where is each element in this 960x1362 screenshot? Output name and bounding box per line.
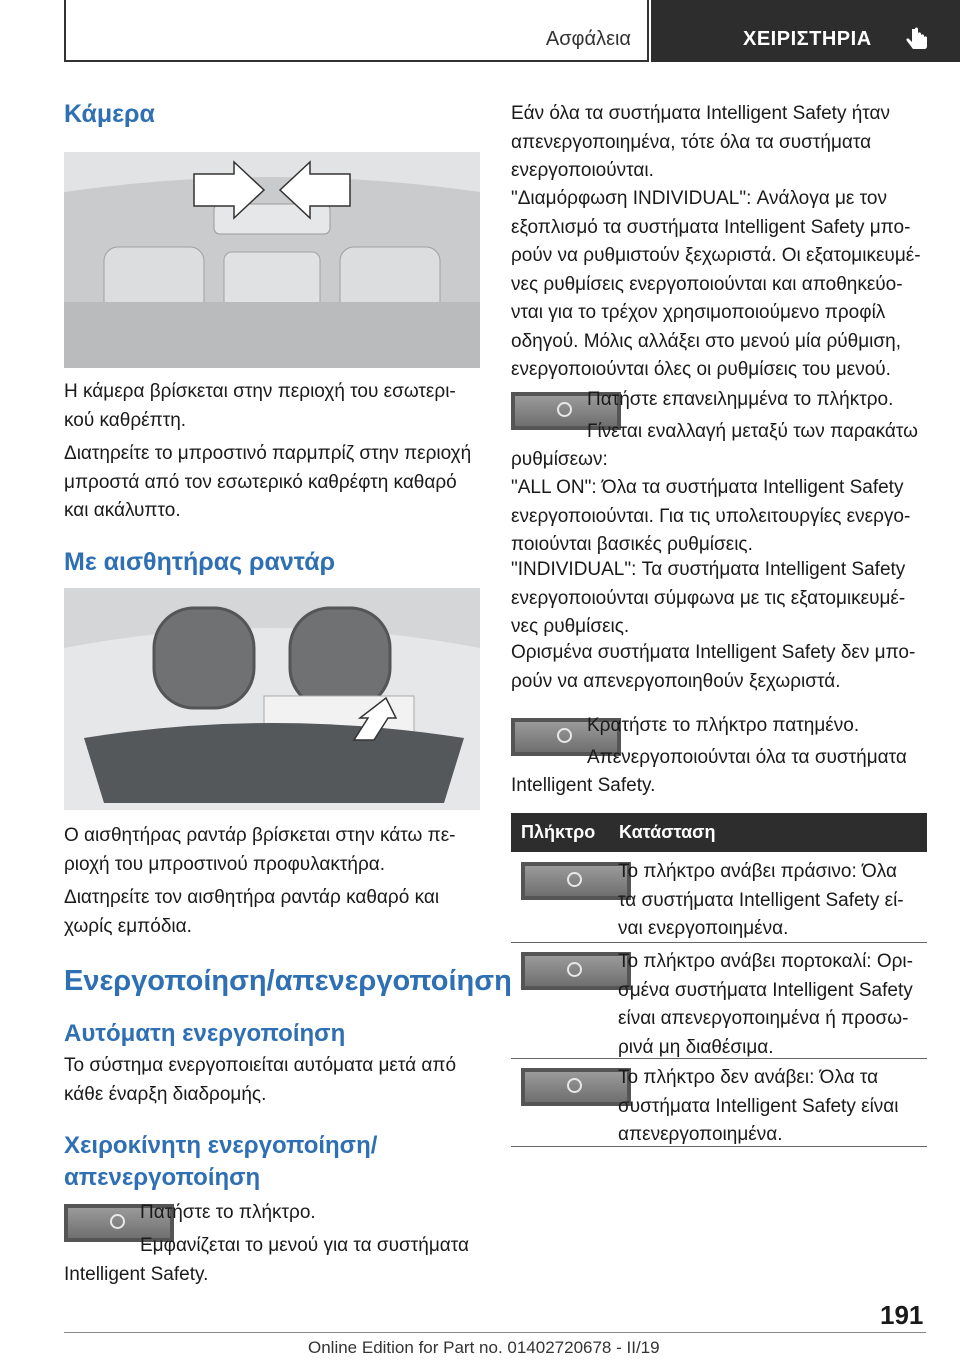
safety-button-icon xyxy=(567,872,582,887)
camera-heading: Κάμερα xyxy=(64,100,155,128)
deactivate-line2: Intelligent Safety. xyxy=(511,775,656,796)
interior-mirror-illustration xyxy=(64,152,480,368)
individual-paragraph xyxy=(511,556,905,642)
text-line: "ALL ON": Όλα τα συστήματα Intelligent Safety xyxy=(511,477,904,498)
column-header-state: Κατάσταση xyxy=(619,822,716,842)
toggle-line1: Γίνεται εναλλαγή μεταξύ των παρακάτω xyxy=(587,421,918,442)
heading-line: απενεργοποίηση xyxy=(64,1164,261,1191)
text-line: Το σύστημα ενεργοποιείται αυτόματα μετά από xyxy=(64,1055,457,1076)
text-line: Ο αισθητήρας ραντάρ βρίσκεται στην κάτω πε- xyxy=(64,825,456,846)
manual-press-text: Πατήστε το πλήκτρο. xyxy=(140,1202,316,1223)
text-line: χωρίς εμπόδια. xyxy=(64,915,192,937)
text-line: τα συστήματα Intelligent Safety εί- xyxy=(618,889,904,911)
text-line: Το πλήκτρο ανάβει πορτοκαλί: Ορι- xyxy=(618,951,913,972)
text-line: ενεργοποιούνται. xyxy=(511,160,654,181)
heading-line: Χειροκίνητη ενεργοποίηση/ xyxy=(64,1132,378,1159)
text-line: ρούν να απενεργοποιηθούν ξεχωριστά. xyxy=(511,670,841,692)
text-line: ρινά μη διαθέσιμα. xyxy=(618,1036,774,1058)
text-line: νες ρυθμίσεις ενεργοποιούνται και αποθηκεύο- xyxy=(511,273,903,295)
table-row xyxy=(618,1064,899,1150)
text-line: ρούν να ρυθμιστούν ξεχωριστά. Οι εξατομικευμέ- xyxy=(511,245,921,266)
all-on-paragraph xyxy=(511,474,910,560)
camera-paragraph-2 xyxy=(64,440,471,526)
text-line: Η κάμερα βρίσκεται στην περιοχή του εσωτερι- xyxy=(64,381,456,402)
text-line: μπροστά από τον εσωτερικό καθρέφτη καθαρό xyxy=(64,471,457,493)
hand-pointer-icon xyxy=(903,26,931,54)
text-line: ενεργοποιούνται σύμφωνα με τις εξατομικευμέ- xyxy=(511,587,906,609)
text-line: Διατηρείτε τον αισθητήρα ραντάρ καθαρό και xyxy=(64,887,440,908)
header-section-title: Ασφάλεια xyxy=(545,28,631,50)
header-manual-title: ΧΕΙΡΙΣΤΗΡΙΑ xyxy=(743,28,872,50)
text-line: "INDIVIDUAL": Τα συστήματα Intelligent Safety xyxy=(511,559,906,580)
safety-button-icon xyxy=(110,1214,125,1229)
table-row xyxy=(618,948,913,1062)
text-line: εξοπλισμό τα συστήματα Intelligent Safety μπο- xyxy=(511,216,911,238)
header-section-tab xyxy=(64,0,649,62)
button-status-table-header xyxy=(511,813,927,852)
text-line: Εάν όλα τα συστήματα Intelligent Safety ήταν xyxy=(511,103,891,124)
footer-divider xyxy=(64,1332,926,1333)
manual-menu-line1: Εμφανίζεται το μενού για τα συστήματα xyxy=(140,1235,470,1256)
text-line: απενεργοποιημένα, τότε όλα τα συστήματα xyxy=(511,131,872,153)
text-line: συστήματα Intelligent Safety είναι xyxy=(618,1095,899,1117)
camera-paragraph-1 xyxy=(64,378,456,435)
text-line: ενεργοποιούνται όλες οι ρυθμίσεις του μενού. xyxy=(511,359,891,380)
manual-activation-heading xyxy=(64,1130,377,1194)
text-line: Το πλήκτρο δεν ανάβει: Όλα τα xyxy=(618,1067,879,1088)
table-divider xyxy=(511,1058,927,1059)
safety-button-off-image xyxy=(521,1068,631,1106)
footer-edition: Online Edition for Part no. 01402720678 - II/19 xyxy=(308,1338,660,1357)
auto-activation-heading: Αυτόματη ενεργοποίηση xyxy=(64,1020,346,1047)
radar-paragraph-2 xyxy=(64,884,439,941)
repeat-press-text: Πατήστε επανειλημμένα το πλήκτρο. xyxy=(587,389,894,410)
some-systems-paragraph xyxy=(511,639,915,696)
text-line: "Διαμόρφωση INDIVIDUAL": Ανάλογα με τον xyxy=(511,188,887,209)
front-bumper-illustration xyxy=(64,588,480,810)
text-line: Το πλήκτρο ανάβει πράσινο: Όλα xyxy=(618,861,897,882)
text-line: ενεργοποιούνται. Για τις υπολειτουργίες ενεργο- xyxy=(511,505,911,527)
header-manual-tab xyxy=(651,0,960,62)
text-line: Διατηρείτε το μπροστινό παρμπρίζ στην περιοχή xyxy=(64,443,472,464)
text-line: ποιούνται βασικές ρυθμίσεις. xyxy=(511,534,753,555)
text-line: σμένα συστήματα Intelligent Safety xyxy=(618,979,913,1001)
safety-button-icon xyxy=(567,1078,582,1093)
hold-text: Κρατήστε το πλήκτρο πατημένο. xyxy=(587,715,860,736)
radar-heading: Με αισθητήρας ραντάρ xyxy=(64,548,336,576)
safety-button-orange-image xyxy=(521,952,631,990)
camera-location-image xyxy=(64,152,480,368)
text-line: ναι ενεργοποιημένα. xyxy=(618,918,789,939)
text-line: νται για το τρέχον χρησιμοποιούμενο προφίλ xyxy=(511,302,886,323)
safety-button-icon xyxy=(557,728,572,743)
text-line: και ακάλυπτο. xyxy=(64,500,181,521)
table-row xyxy=(618,858,904,944)
text-line: ριοχή του μπροστινού προφυλακτήρα. xyxy=(64,853,386,875)
table-divider xyxy=(511,1146,927,1147)
page-number: 191 xyxy=(880,1300,924,1330)
text-line: Ορισμένα συστήματα Intelligent Safety δεν μπο- xyxy=(511,642,916,663)
safety-button-green-image xyxy=(521,862,631,900)
right-paragraph-1 xyxy=(511,100,890,186)
text-line: κάθε έναρξη διαδρομής. xyxy=(64,1083,267,1105)
radar-paragraph-1 xyxy=(64,822,456,879)
safety-button-icon xyxy=(557,402,572,417)
safety-button-icon xyxy=(567,962,582,977)
manual-menu-line2: Intelligent Safety. xyxy=(64,1264,209,1285)
text-line: κού καθρέπτη. xyxy=(64,409,187,431)
column-header-key: Πλήκτρο xyxy=(521,822,596,842)
text-line: απενεργοποιημένα. xyxy=(618,1124,783,1145)
onoff-heading: Ενεργοποίηση/απενεργοποίηση xyxy=(64,965,512,997)
right-paragraph-individual-config xyxy=(511,185,921,385)
radar-location-image xyxy=(64,588,480,810)
auto-activation-paragraph xyxy=(64,1052,456,1109)
toggle-line2: ρυθμίσεων: xyxy=(511,449,608,470)
text-line: είναι απενεργοποιημένα ή προσω- xyxy=(618,1008,909,1029)
table-divider xyxy=(511,942,927,943)
text-line: οδηγού. Μόλις αλλάξει στο μενού μία ρύθμιση, xyxy=(511,330,901,352)
deactivate-line1: Απενεργοποιούνται όλα τα συστήματα xyxy=(587,747,907,768)
text-line: νες ρυθμίσεις. xyxy=(511,616,630,637)
